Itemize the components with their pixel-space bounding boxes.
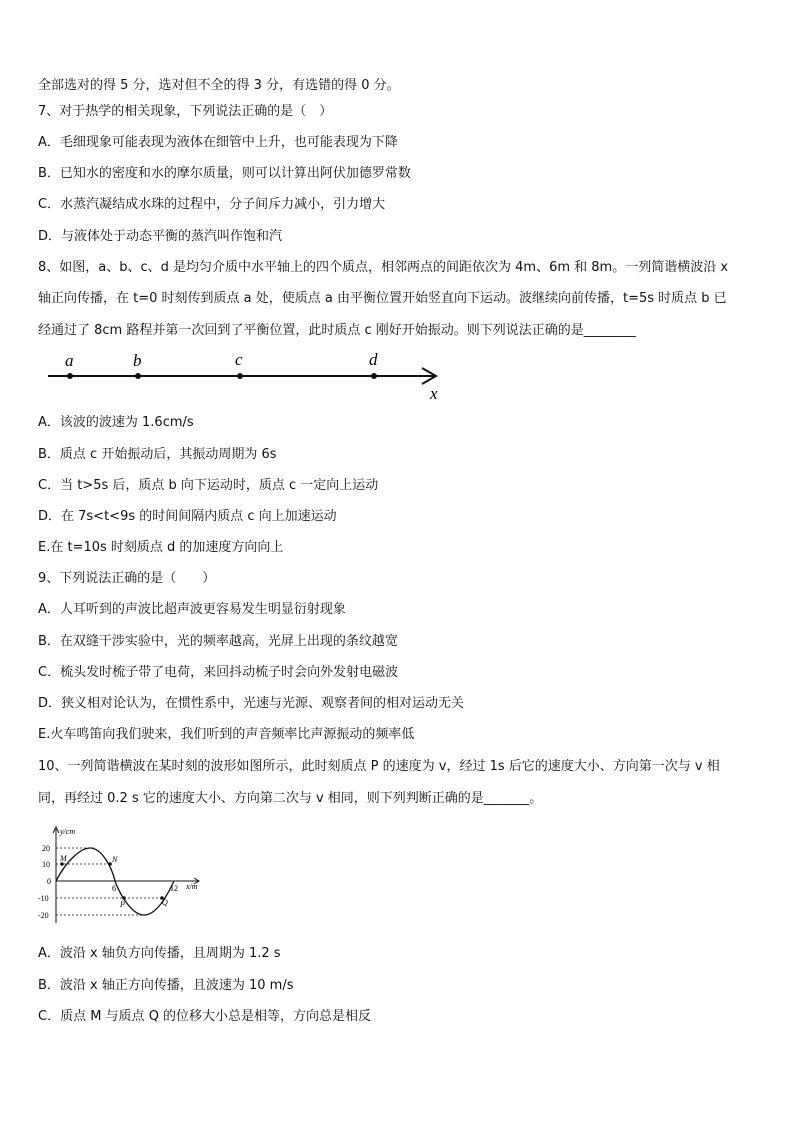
point-d-label: d <box>369 350 378 369</box>
y-tick-10: 10 <box>42 860 50 869</box>
point-a <box>67 373 73 379</box>
label-n: N <box>112 855 118 864</box>
question-8-option-a: A．该波的波速为 1.6cm/s <box>38 415 194 430</box>
point-b-label: b <box>133 351 142 370</box>
question-9-option-a: A．人耳听到的声波比超声波更容易发生明显衍射现象 <box>38 602 346 617</box>
question-8-option-d: D．在 7s<t<9s 的时间间隔内质点 c 向上加速运动 <box>38 509 337 524</box>
y-axis-label: y/cm <box>60 827 76 836</box>
line-intro: 全部选对的得 5 分，选对但不全的得 3 分，有选错的得 0 分。 <box>38 78 400 93</box>
question-8-option-c: C．当 t>5s 后，质点 b 向下运动时，质点 c 一定向上运动 <box>38 478 379 493</box>
question-8-option-e: E.在 t=10s 时刻质点 d 的加速度方向向上 <box>38 540 284 555</box>
x-tick-12: 12 <box>170 884 178 893</box>
question-9-stem: 9、下列说法正确的是（ ） <box>38 571 216 586</box>
label-q: Q <box>162 898 168 907</box>
question-8-stem-line3: 经通过了 8cm 路程并第一次回到了平衡位置，此时质点 c 刚好开始振动。则下列说法正确的是________ <box>38 323 636 338</box>
question-9-option-c: C．梳头发时梳子带了电荷，来回抖动梳子时会向外发射电磁波 <box>38 665 399 680</box>
question-7-option-d: D．与液体处于动态平衡的蒸汽叫作饱和汽 <box>38 229 283 244</box>
y-tick-20: 20 <box>42 844 50 853</box>
question-7-option-b: B．已知水的密度和水的摩尔质量，则可以计算出阿伏加德罗常数 <box>38 166 411 181</box>
question-10-option-c: C．质点 M 与质点 Q 的位移大小总是相等，方向总是相反 <box>38 1009 372 1024</box>
question-7-option-c: C．水蒸汽凝结成水珠的过程中，分子间斥力减小，引力增大 <box>38 197 386 212</box>
question-9-option-d: D．狭义相对论认为，在惯性系中，光速与光源、观察者间的相对运动无关 <box>38 696 465 711</box>
y-tick-0: 0 <box>47 877 51 886</box>
label-p: P <box>120 900 125 909</box>
point-b <box>135 373 141 379</box>
x-axis-label: x <box>430 384 438 403</box>
y-tick-neg20: -20 <box>38 911 49 920</box>
question-10-stem-line1: 10、一列简谐横波在某时刻的波形如图所示，此时刻质点 P 的速度为 v，经过 1s 后它的速度大小、方向第一次与 v 相 <box>38 759 720 774</box>
point-c <box>237 373 243 379</box>
question-8-stem-line2: 轴正向传播，在 t=0 时刻传到质点 a 处，使质点 a 由平衡位置开始竖直向下运动。波继续向前传播，t=5s 时质点 b 已 <box>38 291 727 306</box>
y-tick-neg10: -10 <box>38 894 49 903</box>
question-9-option-b: B．在双缝干涉实验中，光的频率越高，光屏上出现的条纹越宽 <box>38 634 398 649</box>
question-9-option-e: E.火车鸣笛向我们驶来，我们听到的声音频率比声源振动的频率低 <box>38 727 415 742</box>
point-d <box>371 373 377 379</box>
label-m: M <box>60 854 67 863</box>
point-a-label: a <box>65 351 74 370</box>
question-7-stem: 7、对于热学的相关现象，下列说法正确的是（ ） <box>38 104 333 119</box>
x-tick-6: 6 <box>112 884 116 893</box>
figure-8-axis-diagram <box>40 348 460 404</box>
question-10-option-a: A．波沿 x 轴负方向传播，且周期为 1.2 s <box>38 946 281 961</box>
question-10-option-b: B．波沿 x 轴正方向传播，且波速为 10 m/s <box>38 978 294 993</box>
question-8-option-b: B．质点 c 开始振动后，其振动周期为 6s <box>38 447 277 462</box>
question-8-stem-line1: 8、如图，a、b、c、d 是均匀介质中水平轴上的四个质点，相邻两点的间距依次为 4m、6m 和 8m。一列简谐横波沿 x <box>38 260 729 275</box>
question-7-option-a: A．毛细现象可能表现为液体在细管中上升，也可能表现为下降 <box>38 135 398 150</box>
point-c-label: c <box>235 350 243 369</box>
figure-10-waveform <box>38 823 208 929</box>
question-10-stem-line2: 同，再经过 0.2 s 它的速度大小、方向第二次与 v 相同，则下列判断正确的是_______。 <box>38 791 543 806</box>
x-axis-label: x/m <box>186 882 198 891</box>
